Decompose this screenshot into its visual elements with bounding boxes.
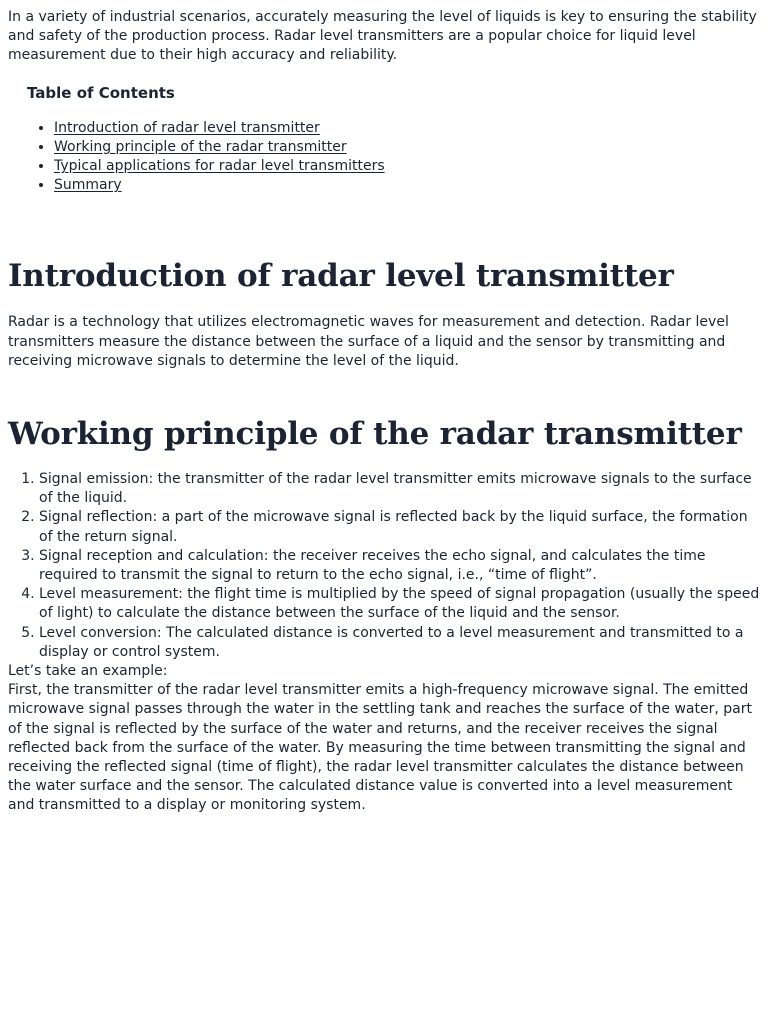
toc-link-typical-applications[interactable]: Typical applications for radar level transmitters [54,158,385,175]
toc-link-working-principle[interactable]: Working principle of the radar transmitter [54,138,347,155]
example-paragraph: First, the transmitter of the radar level transmitter emits a high-frequency microwave signal. The emitted microwave signal passes through the water in the settling tank and reaches the surface of the water, part of the signal is reflected by the surface of the water and returns, and the receiver receives the signal reflected back from the surface of the water. By measuring the time between transmitting the signal and receiving the reflected signal (time of flight), the radar level transmitter calculates the distance between the water surface and the sensor. The calculated distance value is converted into a level measurement and transmitted to a display or monitoring system. [8,682,752,814]
intro-paragraph: In a variety of industrial scenarios, accurately measuring the level of liquids is key to ensuring the stability and safety of the production process. Radar level transmitters are a popular choice for liquid level measurement due to their high accuracy and reliability. [8,9,757,64]
list-item: 4. Level measurement: the flight time is multiplied by the speed of signal propagation (usually the speed of light) to calculate the distance between the surface of the liquid and the sensor. [39,585,760,623]
heading-working-principle: Working principle of the radar transmitter [8,416,742,453]
toc-title: Table of Contents [27,83,175,102]
toc-item [54,157,760,176]
table-of-contents [8,83,760,196]
list-item: 1. Signal emission: the transmitter of the radar level transmitter emits microwave signals to the surface of the liquid. [39,470,760,508]
toc-item [54,176,760,195]
heading-introduction: Introduction of radar level transmitter [8,258,674,295]
example-lead: Let’s take an example: [8,663,168,680]
list-item: 2. Signal reflection: a part of the microwave signal is reflected back by the liquid surface, the formation of the return signal. [39,508,760,546]
toc-list [27,119,760,196]
list-item: 3. Signal reception and calculation: the receiver receives the echo signal, and calculates the time required to transmit the signal to return to the echo signal, i.e., “time of flight”. [39,547,760,585]
toc-link-introduction[interactable]: Introduction of radar level transmitter [54,119,320,136]
toc-item [54,119,760,138]
toc-item [54,138,760,157]
introduction-paragraph: Radar is a technology that utilizes electromagnetic waves for measurement and detection. Radar level transmitters measure the distance between the surface of a liquid and the sensor by transmitting and receiving microwave signals to determine the level of the liquid. [8,314,729,369]
toc-link-summary[interactable]: Summary [54,177,122,194]
working-steps-list [8,470,760,662]
list-item: 5. Level conversion: The calculated distance is converted to a level measurement and transmitted to a display or control system. [39,624,760,662]
example-block [8,662,760,816]
